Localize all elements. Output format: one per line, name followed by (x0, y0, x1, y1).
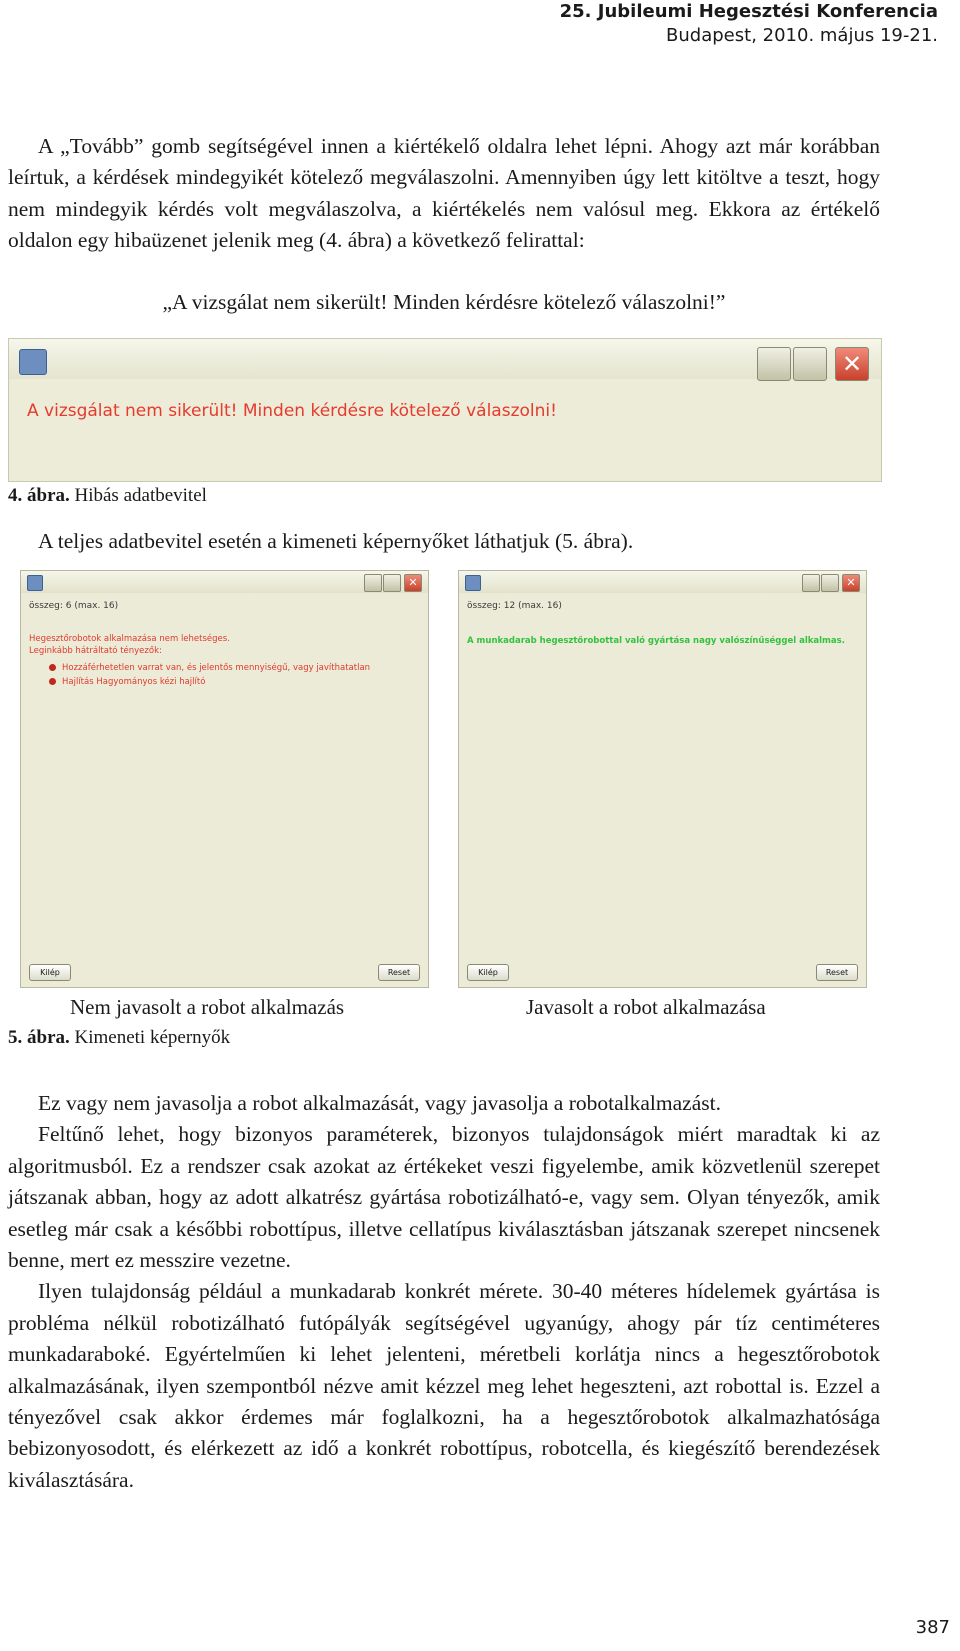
conference-place-date: Budapest, 2010. május 19-21. (666, 25, 938, 46)
close-button[interactable]: ✕ (842, 574, 860, 592)
exit-button[interactable]: Kilép (29, 964, 71, 981)
figure4-text: Hibás adatbevitel (69, 485, 207, 506)
body-paragraph: Ilyen tulajdonság például a munkadarab konkrét mérete. 30-40 méteres hídelemek gyártása is probléma nélkül robotizálható futópályák segítségével ugyanúgy, ahogy pár tíz centiméteres munkadaraboké. Egyértelműen ki lehet jelenteni, méretbeli korlátja nincs a hegesztőrobotok alkalmazásának, ilyen szempontból nézve amit kézzel meg lehet hegeszteni, azt robottal is. Ezzel a tényezővel csak akkor érdemes már foglalkozni, ha a hegesztőrobotok alkalmazhatósága bebizonyosodott, és elérkezett az idő a konkrét robottípus, robotcella, és kiegészítő berendezések kiválasztására. (8, 1279, 880, 1492)
figure5-caption (8, 1026, 230, 1050)
reset-button[interactable]: Reset (816, 964, 858, 981)
output-window-recommended (458, 570, 867, 988)
score-label: összeg: 12 (max. 16) (467, 601, 562, 611)
bullet-icon (49, 664, 56, 671)
result-message: A munkadarab hegesztőrobottal való gyártása nagy valószínűséggel alkalmas. (467, 636, 845, 646)
figure5-label: 5. ábra. (8, 1027, 70, 1048)
figure5-text: Kimeneti képernyők (69, 1027, 231, 1048)
right-subcaption: Javasolt a robot alkalmazása (526, 995, 766, 1019)
conference-title: 25. Jubileumi Hegesztési Konferencia (559, 1, 938, 22)
figure4-caption (8, 484, 207, 508)
title-bar (9, 339, 881, 379)
close-button[interactable]: ✕ (404, 574, 422, 592)
output-window-not-recommended (20, 570, 429, 988)
maximize-button[interactable] (793, 347, 827, 381)
java-app-icon (465, 575, 481, 591)
body-paragraph: Ez vagy nem javasolja a robot alkalmazását, vagy javasolja a robotalkalmazást. (38, 1091, 721, 1115)
close-button[interactable]: ✕ (835, 347, 869, 381)
intro-paragraph: A „Tovább” gomb segítségével innen a kiértékelő oldalra lehet lépni. Ahogy azt már korábban leírtuk, a kérdések mindegyikét kötelező megválaszolni. Amennyiben úgy lett kitöltve a teszt, hogy nem mindegyik kérdés volt megválaszolva, a kiértékelés nem valósul meg. Ekkora az értékelő oldalon egy hibaüzenet jelenik meg (4. ábra) a következő felirattal: (8, 134, 880, 253)
bullet-icon (49, 678, 56, 685)
running-header (560, 0, 938, 48)
body-paragraph: Feltűnő lehet, hogy bizonyos paraméterek, bizonyos tulajdonságok miért maradtak ki az algoritmusból. Ez a rendszer csak azokat az értékeket veszi figyelembe, amik közvetlenül szerepet játszanak abban, hogy az adott alkatrész gyártása robotizálható-e, vagy sem. Olyan tényezők, amik esetleg már csak a későbbi robottípus, illetve cellatípus kiválasztásban játszanak szerepet nincsenek benne, mert ez messzire vezetne. (8, 1122, 880, 1273)
java-app-icon (19, 349, 47, 375)
error-message: A vizsgálat nem sikerült! Minden kérdésre kötelező válaszolni! (27, 401, 557, 421)
exit-button[interactable]: Kilép (467, 964, 509, 981)
minimize-button[interactable] (802, 574, 820, 592)
error-quote: „A vizsgálat nem sikerült! Minden kérdésre kötelező válaszolni!” (162, 290, 726, 314)
figure4-label: 4. ábra. (8, 485, 70, 506)
factor-item: Hajlítás Hagyományos kézi hajlító (29, 677, 205, 687)
minimize-button[interactable] (757, 347, 791, 381)
title-bar (459, 571, 866, 593)
maximize-button[interactable] (821, 574, 839, 592)
result-message: Hegesztőrobotok alkalmazása nem lehetséges. (29, 634, 230, 644)
page-number: 387 (915, 1617, 950, 1638)
left-subcaption: Nem javasolt a robot alkalmazás (70, 995, 345, 1019)
score-label: összeg: 6 (max. 16) (29, 601, 119, 611)
mid-paragraph: A teljes adatbevitel esetén a kimeneti képernyőket láthatjuk (5. ábra). (38, 529, 634, 553)
maximize-button[interactable] (383, 574, 401, 592)
minimize-button[interactable] (364, 574, 382, 592)
title-bar (21, 571, 428, 593)
factors-heading: Leginkább hátráltató tényezők: (29, 646, 162, 656)
factor-item: Hozzáférhetetlen varrat van, és jelentős mennyiségű, vagy javíthatatlan (29, 663, 370, 673)
body-text (8, 1088, 880, 1496)
java-app-icon (27, 575, 43, 591)
error-window (8, 338, 882, 482)
reset-button[interactable]: Reset (378, 964, 420, 981)
